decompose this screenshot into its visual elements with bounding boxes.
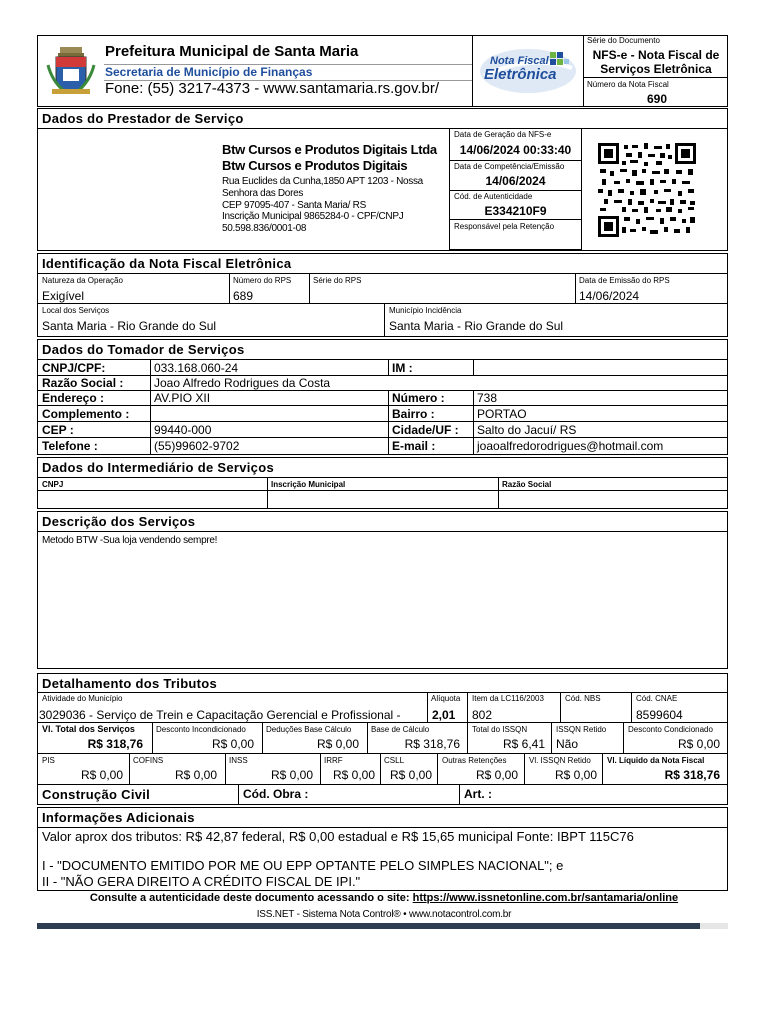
data-rps-label: Data de Emissão do RPS xyxy=(579,276,670,285)
inss-value: R$ 0,00 xyxy=(270,768,313,782)
vl-issqn-retido-label: Vl. ISSQN Retido xyxy=(529,756,591,765)
serie-label: Série do Documento xyxy=(587,36,660,45)
aliquota-label: Alíquota xyxy=(431,694,461,703)
construcao-label: Construção Civil xyxy=(42,787,151,802)
deducoes-value: R$ 0,00 xyxy=(316,737,359,751)
secretaria-subtitle: Secretaria de Município de Finanças xyxy=(105,65,313,79)
qr-code-icon xyxy=(598,143,696,237)
item-label: Item da LC116/2003 xyxy=(472,694,544,703)
prestador-addr5: 50.598.836/0001-08 xyxy=(222,223,307,234)
atividade-value: 3029036 - Serviço de Trein e Capacitação Gerencial e Profissional - xyxy=(39,708,401,722)
cidade-label: Cidade/UF : xyxy=(392,423,459,437)
consulte-text: Consulte a autenticidade deste documento acessando o site: xyxy=(89,892,410,904)
prestador-addr1: Rua Euclides da Cunha,1850 APT 1203 - Nossa xyxy=(222,176,423,187)
vl-issqn-retido-value: R$ 0,00 xyxy=(554,768,597,782)
descricao-title: Descrição dos Serviços xyxy=(42,514,196,529)
total-issqn-value: R$ 6,41 xyxy=(502,737,545,751)
email-label: E-mail : xyxy=(392,439,436,453)
intermediario-inscricao-label: Inscrição Municipal xyxy=(271,480,346,489)
geracao-value: 14/06/2024 00:33:40 xyxy=(459,143,572,157)
footer-bar xyxy=(37,923,700,929)
telefone-label: Telefone : xyxy=(42,439,98,453)
municipio-label: Município Incidência xyxy=(389,306,462,315)
complemento-label: Complemento : xyxy=(42,407,130,421)
natureza-value: Exigível xyxy=(42,289,85,303)
descricao-text: Metodo BTW -Sua loja vendendo sempre! xyxy=(42,535,218,546)
im-label: IM : xyxy=(392,361,413,375)
local-label: Local dos Serviços xyxy=(42,306,110,315)
adicionais-line1: Valor aprox dos tributos: R$ 42,87 federal, R$ 0,00 estadual e R$ 15,65 municipal Fonte: IBPT 115C76 xyxy=(42,829,634,844)
total-servicos-label: Vl. Total dos Serviços xyxy=(42,724,135,734)
desc-incond-value: R$ 0,00 xyxy=(211,737,254,751)
numero-nota-label: Número da Nota Fiscal xyxy=(587,80,669,89)
liquido-label: Vl. Líquido da Nota Fiscal xyxy=(607,756,705,765)
issqn-retido-value: Não xyxy=(556,737,579,751)
bairro-value: PORTAO xyxy=(477,407,527,421)
tomador-title: Dados do Tomador de Serviços xyxy=(42,342,245,357)
total-issqn-label: Total do ISSQN xyxy=(472,725,528,734)
cidade-value: Salto do Jacuí/ RS xyxy=(477,423,577,437)
footer-bar-end xyxy=(700,923,728,929)
autenticidade-label: Cód. de Autenticidade xyxy=(454,192,533,201)
num-rps-value: 689 xyxy=(233,289,254,303)
logo-text-nota-fiscal: Nota Fiscal xyxy=(490,55,549,67)
serie-rps-label: Série do RPS xyxy=(313,276,362,285)
razao-label: Razão Social : xyxy=(42,376,124,390)
desc-incond-label: Desconto Incondicionado xyxy=(156,725,246,734)
endereco-label: Endereço : xyxy=(42,391,105,405)
csll-label: CSLL xyxy=(384,756,405,765)
outras-value: R$ 0,00 xyxy=(475,768,518,782)
bairro-label: Bairro : xyxy=(392,407,435,421)
cnpj-value: 033.168.060-24 xyxy=(154,361,239,375)
prestador-name2: Btw Cursos e Produtos Digitais xyxy=(222,158,408,173)
retencao-label: Responsável pela Retenção xyxy=(454,222,555,231)
liquido-value: R$ 318,76 xyxy=(664,768,720,782)
cnpj-label: CNPJ/CPF: xyxy=(42,361,106,375)
atividade-label: Atividade do Município xyxy=(42,694,123,703)
municipio-value: Santa Maria - Rio Grande do Sul xyxy=(389,319,564,333)
total-servicos-value: R$ 318,76 xyxy=(87,737,143,751)
serie-value-2: Serviços Eletrônica xyxy=(600,62,712,76)
aliquota-value: 2,01 xyxy=(432,708,456,722)
telefone-value: (55)99602-9702 xyxy=(154,439,240,453)
numero-value: 738 xyxy=(477,391,498,405)
base-label: Base de Cálculo xyxy=(371,725,430,734)
prefeitura-title: Prefeitura Municipal de Santa Maria xyxy=(105,43,359,60)
item-value: 802 xyxy=(472,708,493,722)
contact-line: Fone: (55) 3217-4373 - www.santamaria.rs.gov.br/ xyxy=(105,80,440,97)
csll-value: R$ 0,00 xyxy=(389,768,432,782)
cnae-label: Cód. CNAE xyxy=(636,694,678,703)
desc-cond-value: R$ 0,00 xyxy=(677,737,720,751)
local-value: Santa Maria - Rio Grande do Sul xyxy=(42,319,217,333)
competencia-label: Data de Competência/Emissão xyxy=(454,162,565,171)
inss-label: INSS xyxy=(229,756,248,765)
identificacao-title: Identificação da Nota Fiscal Eletrônica xyxy=(42,256,292,271)
consulte-line xyxy=(0,892,768,904)
adicionais-line2: I - "DOCUMENTO EMITIDO POR ME OU EPP OPTANTE PELO SIMPLES NACIONAL"; e xyxy=(42,858,564,873)
obra-label: Cód. Obra : xyxy=(243,787,309,801)
num-rps-label: Número do RPS xyxy=(233,276,292,285)
numero-label: Número : xyxy=(392,391,445,405)
tributos-title: Detalhamento dos Tributos xyxy=(42,676,218,691)
irrf-value: R$ 0,00 xyxy=(332,768,375,782)
pis-value: R$ 0,00 xyxy=(80,768,123,782)
base-value: R$ 318,76 xyxy=(404,737,460,751)
prestador-addr2: Senhora das Dores xyxy=(222,188,304,199)
natureza-label: Natureza da Operação xyxy=(42,276,123,285)
prestador-name1: Btw Cursos e Produtos Digitais Ltda xyxy=(222,142,437,157)
outras-label: Outras Retenções xyxy=(442,756,507,765)
adicionais-line3: II - "NÃO GERA DIREITO A CRÉDITO FISCAL DE IPI." xyxy=(42,874,361,889)
intermediario-title: Dados do Intermediário de Serviços xyxy=(42,460,274,475)
numero-nota-value: 690 xyxy=(647,92,668,106)
endereco-value: AV.PIO XII xyxy=(154,391,211,405)
cofins-label: COFINS xyxy=(133,756,164,765)
nbs-label: Cód. NBS xyxy=(565,694,601,703)
cep-label: CEP : xyxy=(42,423,74,437)
prestador-addr3: CEP 97095-407 - Santa Maria/ RS xyxy=(222,200,366,211)
issqn-retido-label: ISSQN Retido xyxy=(556,725,607,734)
consulte-link[interactable]: https://www.issnetonline.com.br/santamaria/online xyxy=(412,892,679,904)
cnae-value: 8599604 xyxy=(636,708,683,722)
prestador-title: Dados do Prestador de Serviço xyxy=(42,111,244,126)
razao-value: Joao Alfredo Rodrigues da Costa xyxy=(154,376,331,390)
cep-value: 99440-000 xyxy=(154,423,212,437)
adicionais-title: Informações Adicionais xyxy=(42,810,195,825)
logo-text-eletronica: Eletrônica xyxy=(484,66,557,83)
email-value: joaoalfredorodrigues@hotmail.com xyxy=(477,439,664,453)
prestador-addr4: Inscrição Municipal 9865284-0 - CPF/CNPJ xyxy=(222,211,404,222)
art-label: Art. : xyxy=(464,787,492,801)
data-rps-value: 14/06/2024 xyxy=(579,289,640,303)
system-line: ISS.NET - Sistema Nota Control® • www.notacontrol.com.br xyxy=(256,909,512,920)
intermediario-cnpj-label: CNPJ xyxy=(42,480,64,489)
intermediario-razao-label: Razão Social xyxy=(502,480,552,489)
coat-of-arms-icon xyxy=(46,45,96,97)
serie-value-1: NFS-e - Nota Fiscal de xyxy=(592,48,720,62)
desc-cond-label: Desconto Condicionado xyxy=(628,725,713,734)
competencia-value: 14/06/2024 xyxy=(485,174,546,188)
pis-label: PIS xyxy=(42,756,55,765)
geracao-label: Data de Geração da NFS-e xyxy=(454,130,552,139)
deducoes-label: Deduções Base Cálculo xyxy=(266,725,352,734)
cofins-value: R$ 0,00 xyxy=(174,768,217,782)
autenticidade-value: E334210F9 xyxy=(484,204,547,218)
irrf-label: IRRF xyxy=(324,756,343,765)
